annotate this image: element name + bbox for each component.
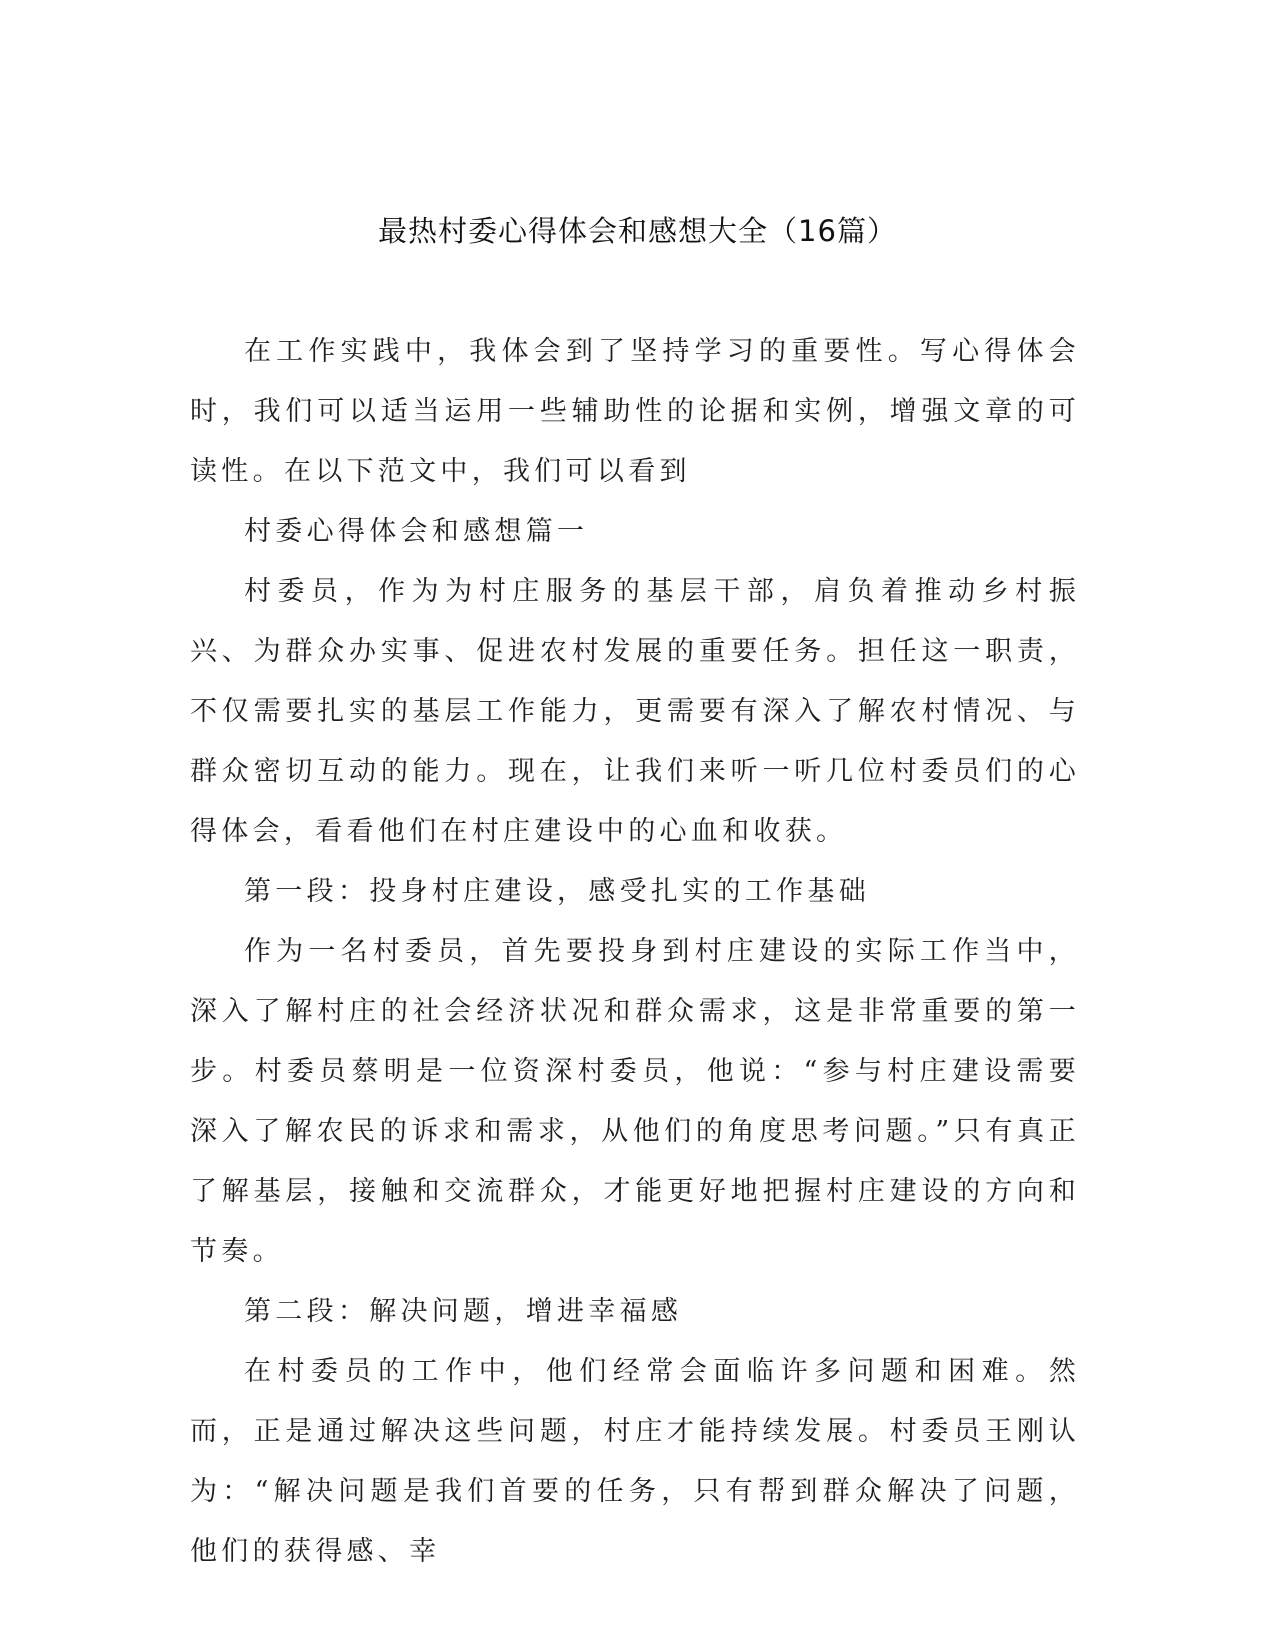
body-paragraph: 在村委员的工作中，他们经常会面临许多问题和困难。然而，正是通过解决这些问题，村庄才能持续发展。村委员王刚认为：“解决问题是我们首要的任务，只有帮到群众解决了问题，他们的获得感、幸 (190, 1356, 1080, 1567)
document-title: 最热村委心得体会和感想大全（16篇） (378, 214, 897, 248)
intro-paragraph: 在工作实践中，我体会到了坚持学习的重要性。写心得体会时，我们可以适当运用一些辅助性的论据和实例，增强文章的可读性。在以下范文中，我们可以看到 (190, 336, 1080, 487)
subheading-first-section: 第一段：投身村庄建设，感受扎实的工作基础 (244, 876, 870, 907)
body-paragraph: 作为一名村委员，首先要投身到村庄建设的实际工作当中，深入了解村庄的社会经济状况和群众需求，这是非常重要的第一步。村委员蔡明是一位资深村委员，他说：“参与村庄建设需要深入了解农民的诉求和需求，从他们的角度思考问题。”只有真正了解基层，接触和交流群众，才能更好地把握村庄建设的方向和节奏。 (190, 936, 1080, 1267)
section-heading-part-one: 村委心得体会和感想篇一 (244, 516, 589, 547)
body-paragraph: 村委员，作为为村庄服务的基层干部，肩负着推动乡村振兴、为群众办实事、促进农村发展的重要任务。担任这一职责，不仅需要扎实的基层工作能力，更需要有深入了解农村情况、与群众密切互动的能力。现在，让我们来听一听几位村委员们的心得体会，看看他们在村庄建设中的心血和收获。 (190, 576, 1080, 847)
document-body (190, 322, 1080, 1582)
subheading-second-section: 第二段：解决问题，增进幸福感 (244, 1296, 683, 1327)
